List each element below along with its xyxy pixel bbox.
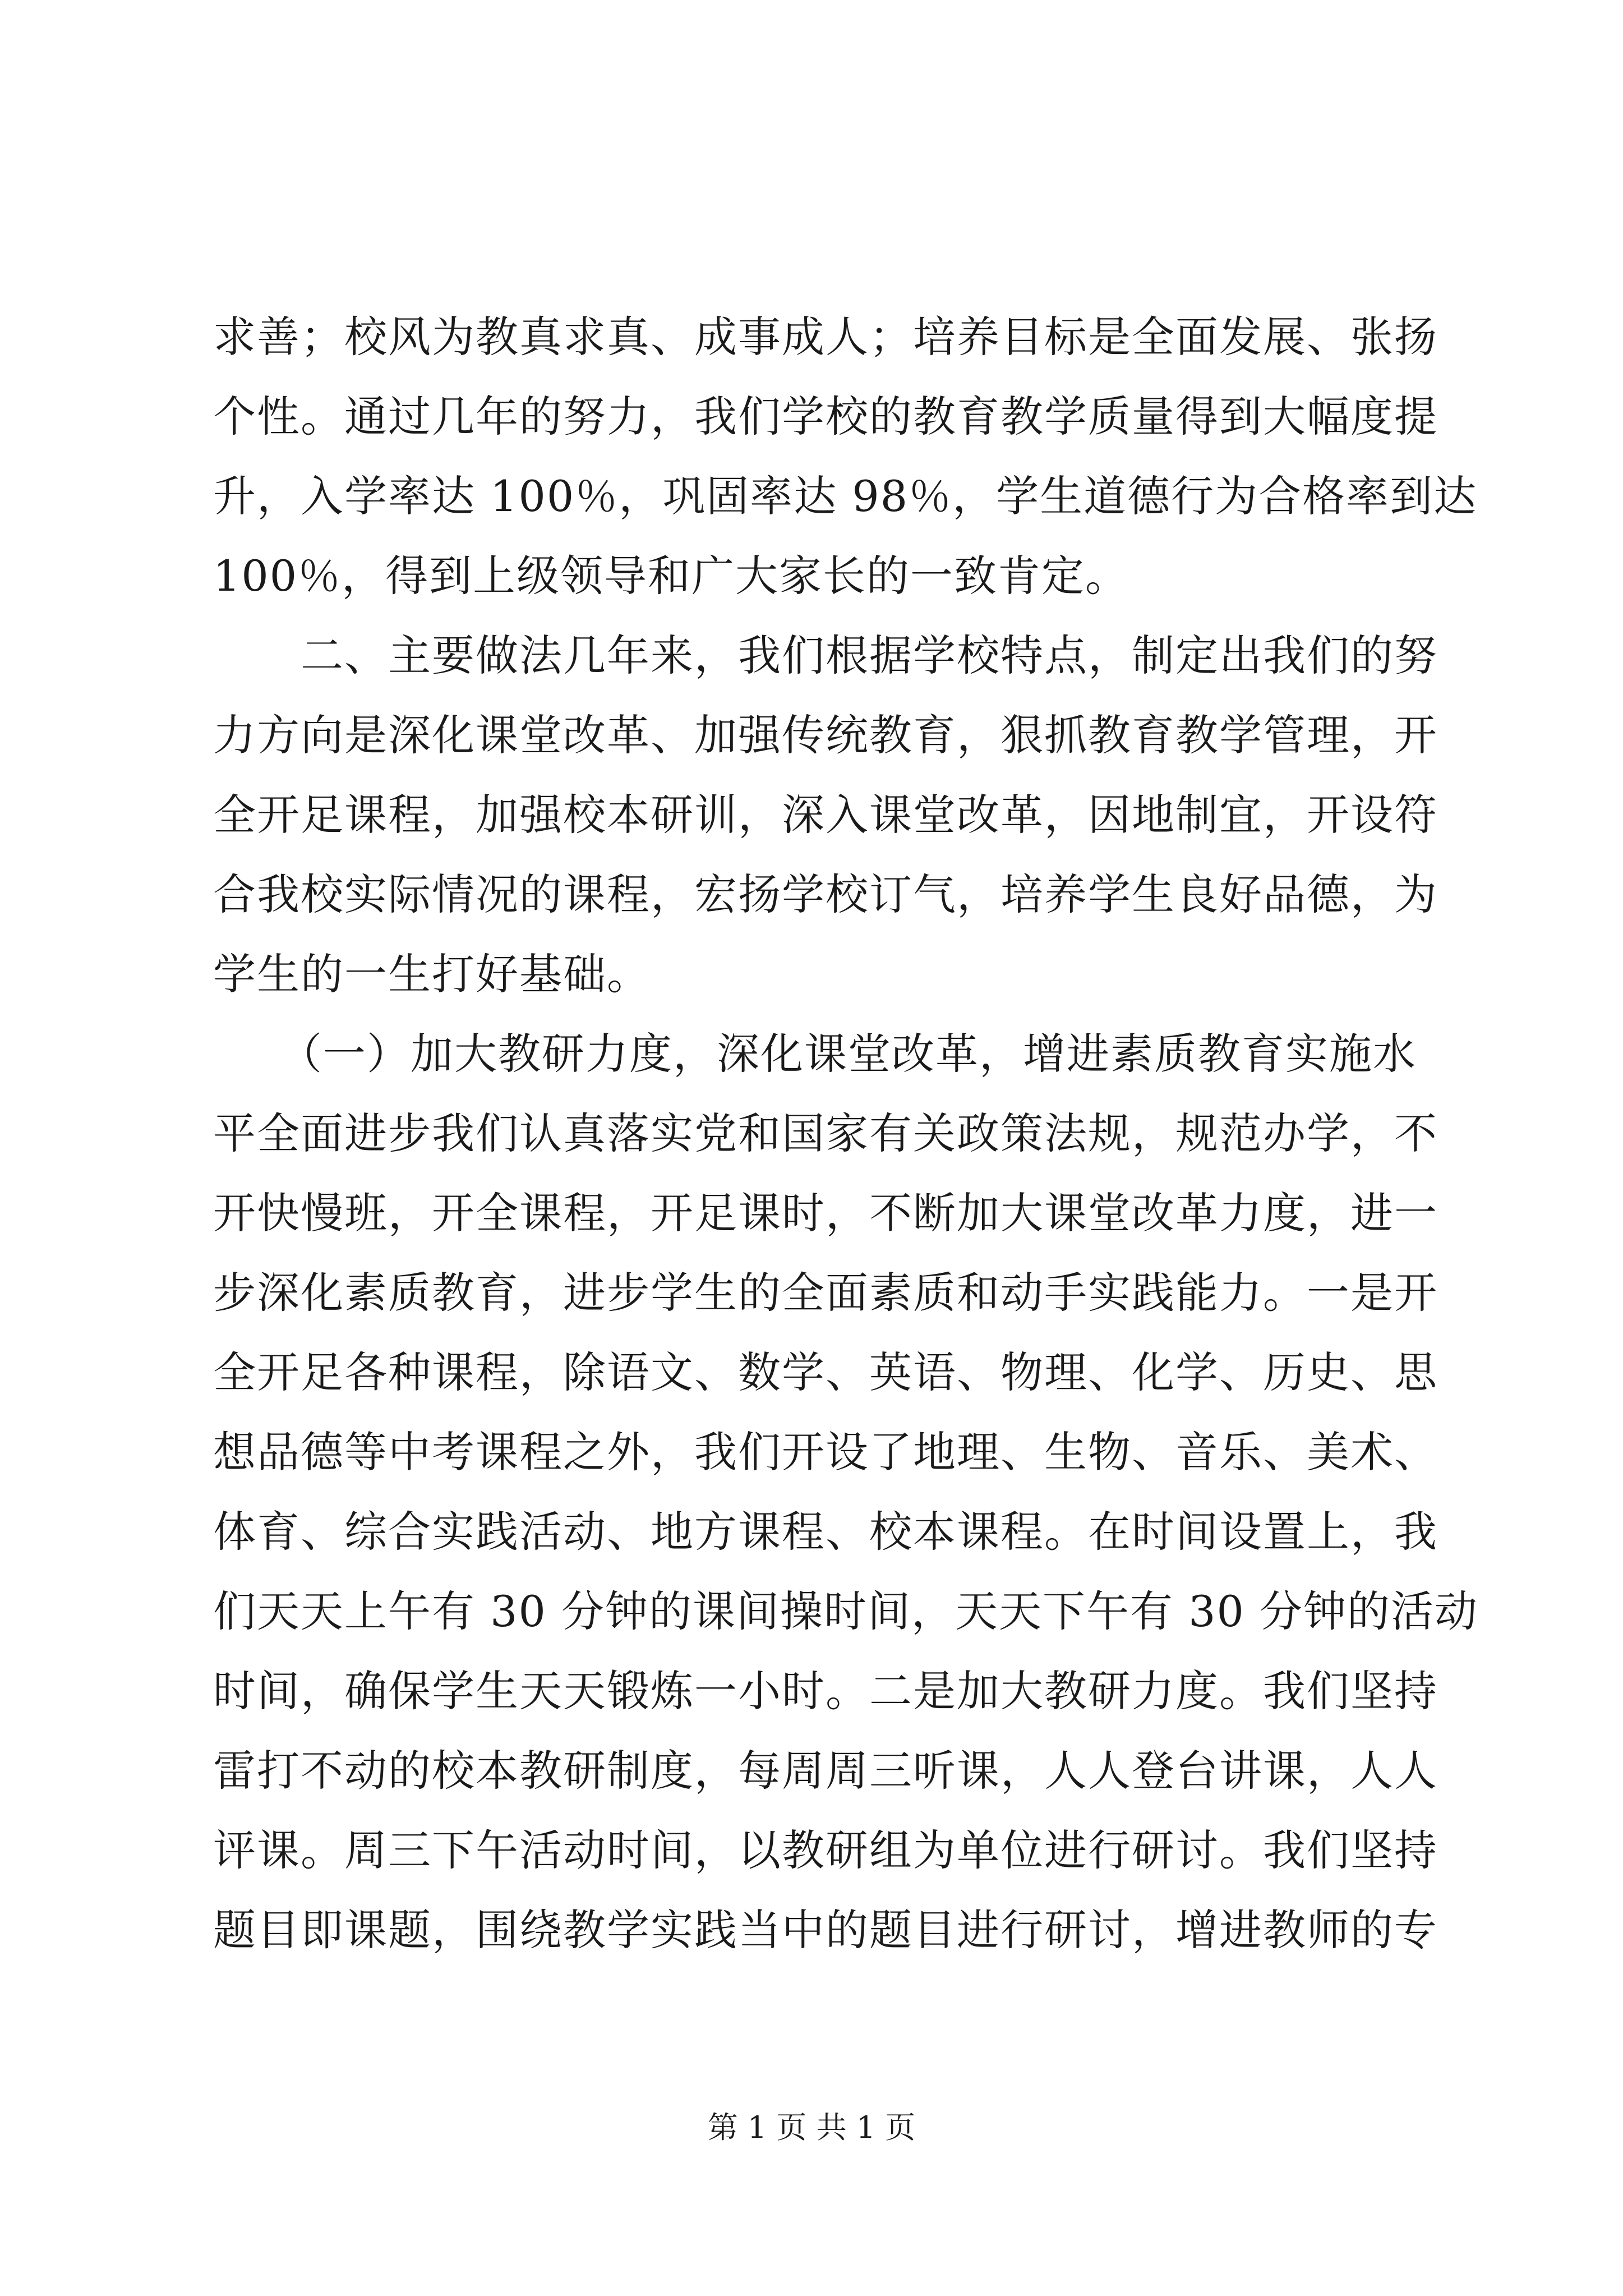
- text-line: 全开足各种课程，除语文、数学、英语、物理、化学、历史、思: [213, 1347, 1438, 1397]
- body-text: [213, 297, 1479, 1970]
- text-line: 求善；校风为教真求真、成事成人；培养目标是全面发展、张扬: [213, 312, 1438, 362]
- text-line: 学生的一生打好基础。: [213, 949, 651, 999]
- text-line: 想品德等中考课程之外，我们开设了地理、生物、音乐、美术、: [213, 1427, 1438, 1477]
- page-footer: 第 1 页 共 1 页: [707, 2110, 916, 2145]
- text-line: 全开足课程，加强校本研训，深入课堂改革，因地制宜，开设符: [213, 790, 1438, 840]
- text-line: 力方向是深化课堂改革、加强传统教育，狠抓教育教学管理，开: [213, 710, 1438, 760]
- text-line: 步深化素质教育，进步学生的全面素质和动手实践能力。一是开: [213, 1268, 1438, 1318]
- text-line: 升，入学率达 100％，巩固率达 98％，学生道德行为合格率到达: [213, 471, 1478, 521]
- text-line: 开快慢班，开全课程，开足课时，不断加大课堂改革力度，进一: [213, 1188, 1438, 1238]
- text-line: 二、主要做法几年来，我们根据学校特点，制定出我们的努: [213, 631, 1438, 680]
- text-line: 评课。周三下午活动时间，以教研组为单位进行研讨。我们坚持: [213, 1825, 1438, 1875]
- text-line: （一）加大教研力度，深化课堂改革，增进素质教育实施水: [213, 1029, 1417, 1079]
- text-line: 时间，确保学生天天锻炼一小时。二是加大教研力度。我们坚持: [213, 1666, 1438, 1716]
- text-line: 们天天上午有 30 分钟的课间操时间，天天下午有 30 分钟的活动: [213, 1586, 1479, 1636]
- text-line: 题目即课题，围绕教学实践当中的题目进行研讨，增进教师的专: [213, 1905, 1438, 1955]
- text-line: 个性。通过几年的努力，我们学校的教育教学质量得到大幅度提: [213, 392, 1438, 441]
- text-line: 平全面进步我们认真落实党和国家有关政策法规，规范办学，不: [213, 1108, 1438, 1158]
- text-line: 100％，得到上级领导和广大家长的一致肯定。: [213, 551, 1129, 601]
- text-line: 雷打不动的校本教研制度，每周周三听课，人人登台讲课，人人: [213, 1746, 1438, 1796]
- text-line: 合我校实际情况的课程，宏扬学校订气，培养学生良好品德，为: [213, 869, 1438, 919]
- text-line: 体育、综合实践活动、地方课程、校本课程。在时间设置上，我: [213, 1507, 1438, 1557]
